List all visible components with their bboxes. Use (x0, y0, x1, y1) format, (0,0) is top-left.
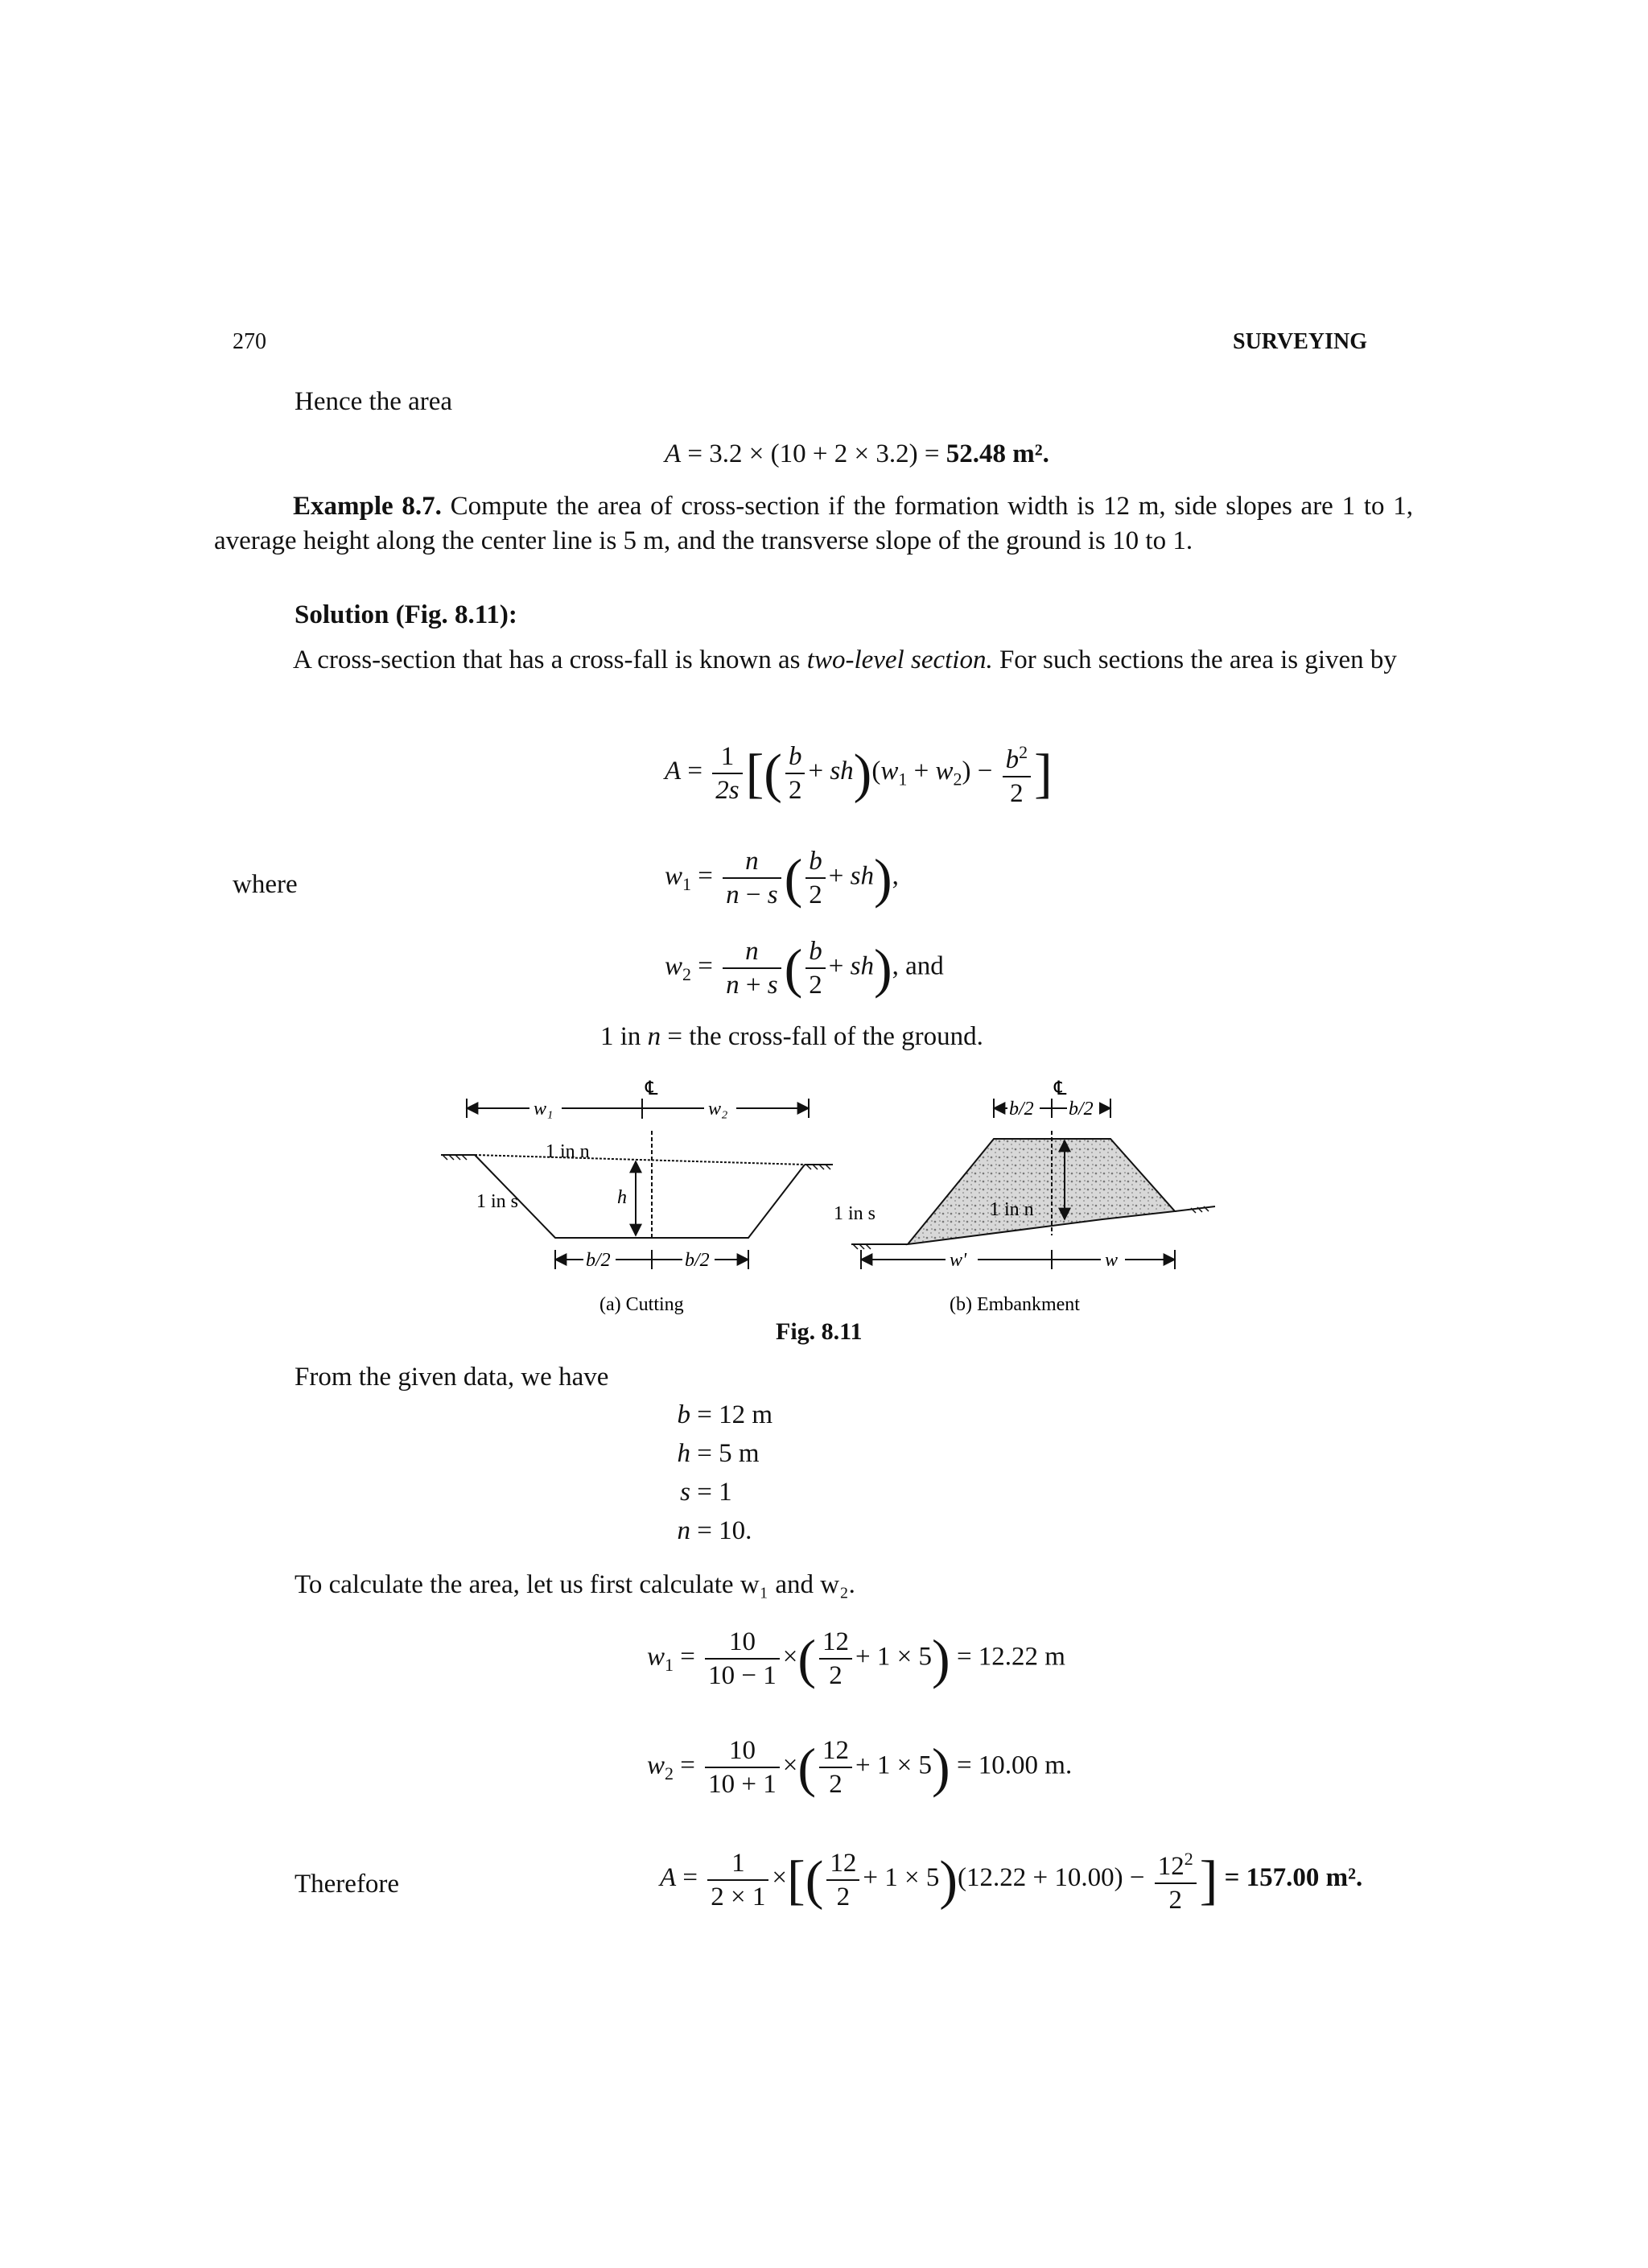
two-level-term: two-level section. (806, 645, 993, 674)
w1-computation: $w_1$ = $\frac{10}{10 - 1}$ ×( $\frac{12}{2}$ + 1 × 5) = 12.22 m (647, 1627, 1065, 1690)
final-area-result: = 157.00 m². (1224, 1863, 1363, 1893)
and-word: and (905, 951, 944, 981)
w1-formula: $w_1$ = $\frac{n}{n - s}$ ( $\frac{b}{2}$ + sh), (665, 847, 899, 909)
embankment-diagram (851, 1099, 1215, 1269)
panel-a-caption: (a) Cutting (599, 1294, 684, 1315)
eq-expr: = 3.2 × (10 + 2 × 3.2) = (687, 439, 940, 468)
running-title: SURVEYING (1233, 329, 1368, 354)
one-in-n-label-b: 1 in n (990, 1199, 1034, 1220)
therefore-label: Therefore (295, 1870, 400, 1899)
w2-result: = 10.00 m. (956, 1750, 1073, 1780)
centerline-symbol-a: ℄ (645, 1078, 658, 1099)
where-label: where (233, 870, 298, 899)
given-row: b = 12 m (677, 1400, 773, 1429)
hence-text: Hence the area (295, 387, 453, 416)
solution-intro: A cross-section that has a cross-fall is known as two-level section. For such sections the area is given by (293, 645, 1397, 674)
area-formula: A = $\frac{1}{2s}$ [( $\frac{b}{2}$ + $sh)(w_1 + w_2)$ − $\frac{b^2}{2}$ ] (665, 736, 1053, 810)
figure-8-11 (426, 1074, 1231, 1332)
example-text: Compute the area of cross-section if the formation width is 12 m, side slopes are 1 to 1, average height along the center line is 5 m, and the transverse slope of the ground is 10 to 1. (214, 492, 1413, 555)
example-paragraph (214, 489, 1413, 559)
w2-computation: $w_2$ = $\frac{10}{10 + 1}$ ×( $\frac{12}{2}$ + 1 × 5) = 10.00 m. (647, 1736, 1073, 1799)
calc-text: To calculate the area, let us first calculate w₁ and w₂. (295, 1570, 855, 1599)
given-values (660, 1400, 901, 1555)
page-number: 270 (233, 329, 266, 354)
solution-label: Solution (Fig. 8.11): (295, 600, 517, 629)
one-in-s-label-b: 1 in s (834, 1203, 876, 1224)
w1-result: = 12.22 m (956, 1642, 1065, 1672)
w-prime-label: w' (950, 1250, 967, 1271)
cross-fall-def: 1 in n = the cross-fall of the ground. (600, 1022, 983, 1051)
b-half-right: b/2 (685, 1250, 710, 1271)
h-label: h (617, 1187, 627, 1208)
cutting-diagram (441, 1099, 833, 1269)
given-row: n = 10. (677, 1516, 752, 1545)
one-in-s-label-a: 1 in s (476, 1191, 519, 1212)
figure-caption: Fig. 8.11 (776, 1318, 863, 1345)
one-in-n-label: 1 in n (546, 1141, 590, 1162)
eq-result: 52.48 m². (946, 439, 1049, 468)
eq-lhs: A (665, 439, 682, 468)
example-label: Example 8.7. (293, 492, 442, 521)
centerline-symbol-b: ℄ (1054, 1078, 1067, 1099)
b-half-b-right: b/2 (1069, 1099, 1094, 1120)
w2-label: w₂ (708, 1099, 728, 1120)
given-row: h = 5 m (677, 1439, 760, 1468)
final-area-computation: A = $\frac{1}{2 \times 1}$ ×[( $\frac{12}{2}$ + 1 × 5)(12.22 + 10.00) − $\frac{12^2}{2}$ ] = 157.00 m². (660, 1843, 1362, 1916)
cross-section-diagrams (426, 1074, 1231, 1332)
w-label: w (1105, 1250, 1119, 1271)
given-intro: From the given data, we have (295, 1363, 609, 1392)
w1-label: w₁ (534, 1099, 554, 1120)
b-half-left: b/2 (586, 1250, 611, 1271)
panel-b-caption: (b) Embankment (950, 1294, 1080, 1315)
given-row: s = 1 (680, 1478, 732, 1507)
b-half-b-left: b/2 (1009, 1099, 1034, 1120)
hence-equation (665, 439, 1049, 469)
w2-formula: $w_2$ = $\frac{n}{n + s}$ ( $\frac{b}{2}$ + sh), and (665, 937, 944, 1000)
